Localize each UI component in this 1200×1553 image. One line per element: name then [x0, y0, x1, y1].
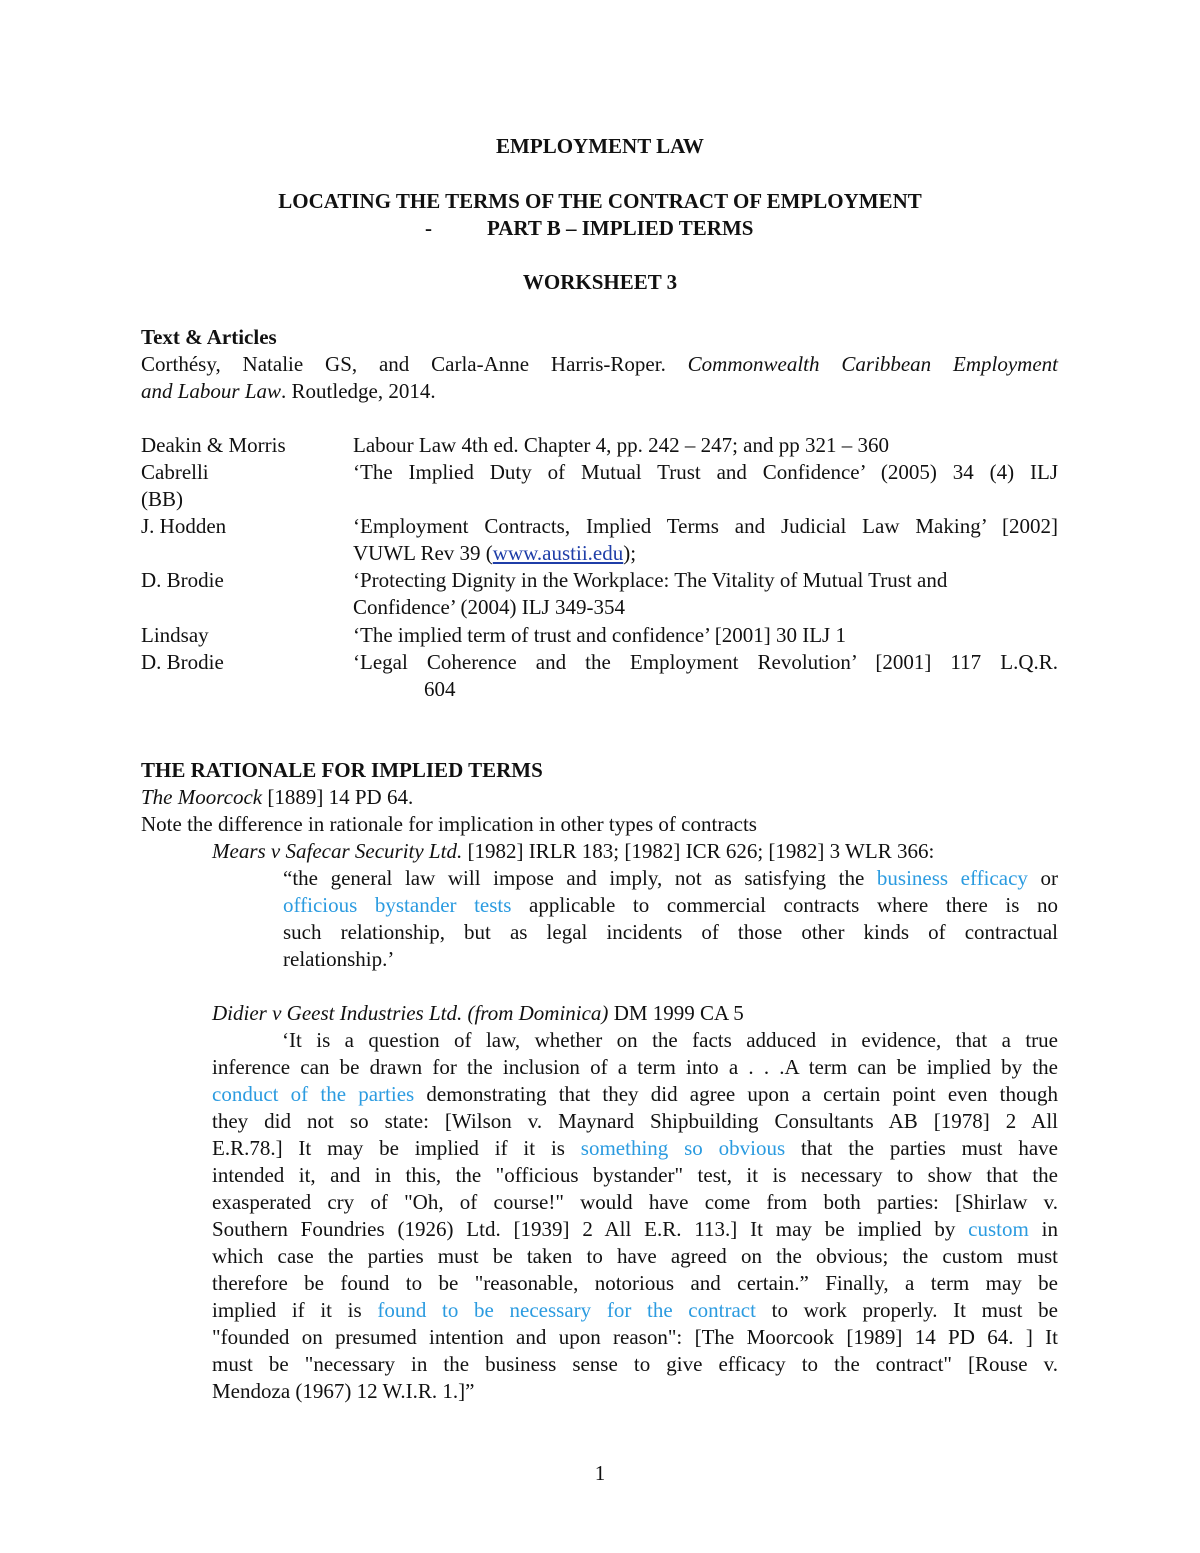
didier-citation: [212, 1000, 744, 1027]
texts-heading: Text & Articles: [141, 325, 277, 349]
primary-text-line-2: [141, 378, 436, 405]
didier-quote-line: [212, 1216, 1058, 1243]
case-cite: [1982] IRLR 183; [1982] ICR 626; [1982] 3 WLR 366:: [462, 839, 935, 863]
ref-text-cont: Confidence’ (2004) ILJ 349-354: [353, 595, 625, 619]
highlight-so-obvious: something so obvious: [580, 1136, 786, 1160]
didier-quote-line: intended it, and in this, the "officious bystander" test, it is necessary to show that the: [212, 1163, 1058, 1187]
didier-quote-line: must be "necessary in the business sense to give efficacy to the contract" [Rouse v.: [212, 1352, 1058, 1376]
didier-quote-line: Mendoza (1967) 12 W.I.R. 1.]”: [212, 1379, 475, 1403]
didier-quote-line: exasperated cry of "Oh, of course!" would have come from both parties: [Shirlaw v.: [212, 1190, 1058, 1214]
highlight-necessary: found to be necessary for the contract: [377, 1298, 756, 1322]
moorcock-citation: [141, 784, 413, 811]
ref-text-cont: [353, 540, 636, 567]
didier-quote-line: "founded on presumed intention and upon reason": [The Moorcook [1989] 14 PD 64. ] It: [212, 1325, 1058, 1349]
mears-quote-line: such relationship, but as legal incidents of those other kinds of contractual: [283, 920, 1058, 944]
primary-authors: Corthésy, Natalie GS, and Carla-Anne Harris-Roper.: [141, 352, 666, 376]
rationale-note: Note the difference in rationale for implication in other types of contracts: [141, 812, 757, 836]
ref-text-cont: 604: [424, 677, 456, 701]
ref-text: ‘Legal Coherence and the Employment Revolution’ [2001] 117 L.Q.R.: [353, 650, 1058, 674]
ref-author: D. Brodie: [141, 568, 224, 592]
rationale-heading: THE RATIONALE FOR IMPLIED TERMS: [141, 758, 543, 782]
topic-title: LOCATING THE TERMS OF THE CONTRACT OF EMPLOYMENT: [278, 189, 922, 213]
quote-text: applicable to commercial contracts where there is no: [511, 893, 1058, 917]
quote-text: Southern Foundries (1926) Ltd. [1939] 2 All E.R. 113.] It may be implied by: [212, 1217, 969, 1241]
didier-quote-line: [212, 1297, 1058, 1324]
ref-text: Labour Law 4th ed. Chapter 4, pp. 242 – 247; and pp 321 – 360: [353, 433, 889, 457]
mears-quote-line: [283, 892, 1058, 919]
mears-citation: [212, 838, 934, 865]
quote-text: “the general law will impose and imply, not as satisfying the: [283, 866, 877, 890]
quote-text: E.R.78.] It may be implied if it is: [212, 1136, 581, 1160]
worksheet-title: WORKSHEET 3: [522, 270, 678, 294]
case-name: The Moorcock: [141, 785, 263, 809]
primary-publisher: . Routledge, 2014.: [281, 379, 436, 403]
part-dash: -: [425, 216, 432, 240]
ref-author: Deakin & Morris: [141, 433, 286, 457]
highlight-conduct-of-parties: conduct of the parties: [212, 1082, 415, 1106]
quote-text: in: [1028, 1217, 1058, 1241]
page-number: 1: [594, 1461, 606, 1485]
ref-author: D. Brodie: [141, 650, 224, 674]
didier-quote-line: [212, 1135, 1058, 1162]
didier-quote-line: [212, 1081, 1058, 1108]
primary-title: Commonwealth Caribbean Employment: [687, 352, 1058, 376]
ref-text: ‘The implied term of trust and confidence’ [2001] 30 ILJ 1: [353, 623, 846, 647]
quote-text: demonstrating that they did agree upon a certain point even though: [414, 1082, 1058, 1106]
austii-link[interactable]: www.austii.edu: [492, 541, 624, 565]
ref-author-cont: (BB): [141, 487, 183, 511]
didier-quote-line: ‘It is a question of law, whether on the facts adduced in evidence, that a true: [282, 1028, 1058, 1052]
didier-quote-line: which case the parties must be taken to have agreed on the obvious; the custom must: [212, 1244, 1058, 1268]
ref-author: J. Hodden: [141, 514, 227, 538]
quote-text: that the parties must have: [785, 1136, 1058, 1160]
course-title: EMPLOYMENT LAW: [496, 134, 704, 158]
quote-text: or: [1027, 866, 1058, 890]
quote-text: implied if it is: [212, 1298, 378, 1322]
quote-text: to work properly. It must be: [755, 1298, 1058, 1322]
didier-quote-line: therefore be found to be "reasonable, notorious and certain.” Finally, a term may be: [212, 1271, 1058, 1295]
case-cite: DM 1999 CA 5: [608, 1001, 744, 1025]
case-cite: [1889] 14 PD 64.: [262, 785, 414, 809]
case-name: Didier v Geest Industries Ltd. (from Dominica): [212, 1001, 609, 1025]
ref-text: ‘Employment Contracts, Implied Terms and Judicial Law Making’ [2002]: [353, 514, 1058, 538]
didier-quote-line: they did not so state: [Wilson v. Maynard Shipbuilding Consultants AB [1978] 2 All: [212, 1109, 1058, 1133]
case-name: Mears v Safecar Security Ltd.: [212, 839, 463, 863]
ref-text-fragment: VUWL Rev 39 (: [353, 541, 493, 565]
primary-title-cont: and Labour Law: [141, 379, 282, 403]
highlight-business-efficacy: business efficacy: [876, 866, 1028, 890]
ref-author: Lindsay: [141, 623, 209, 647]
ref-text: ‘Protecting Dignity in the Workplace: The Vitality of Mutual Trust and: [353, 568, 948, 592]
highlight-officious-bystander: officious bystander tests: [283, 893, 512, 917]
mears-quote-line: [283, 865, 1058, 892]
primary-text-line-1: [141, 351, 1058, 378]
part-title: PART B – IMPLIED TERMS: [487, 216, 754, 240]
didier-quote-line: inference can be drawn for the inclusion of a term into a . . .A term can be implied by the: [212, 1055, 1058, 1079]
mears-quote-line: relationship.’: [283, 947, 395, 971]
ref-text: ‘The Implied Duty of Mutual Trust and Confidence’ (2005) 34 (4) ILJ: [353, 460, 1058, 484]
ref-text-fragment: );: [623, 541, 637, 565]
ref-author: Cabrelli: [141, 460, 209, 484]
highlight-custom: custom: [968, 1217, 1029, 1241]
